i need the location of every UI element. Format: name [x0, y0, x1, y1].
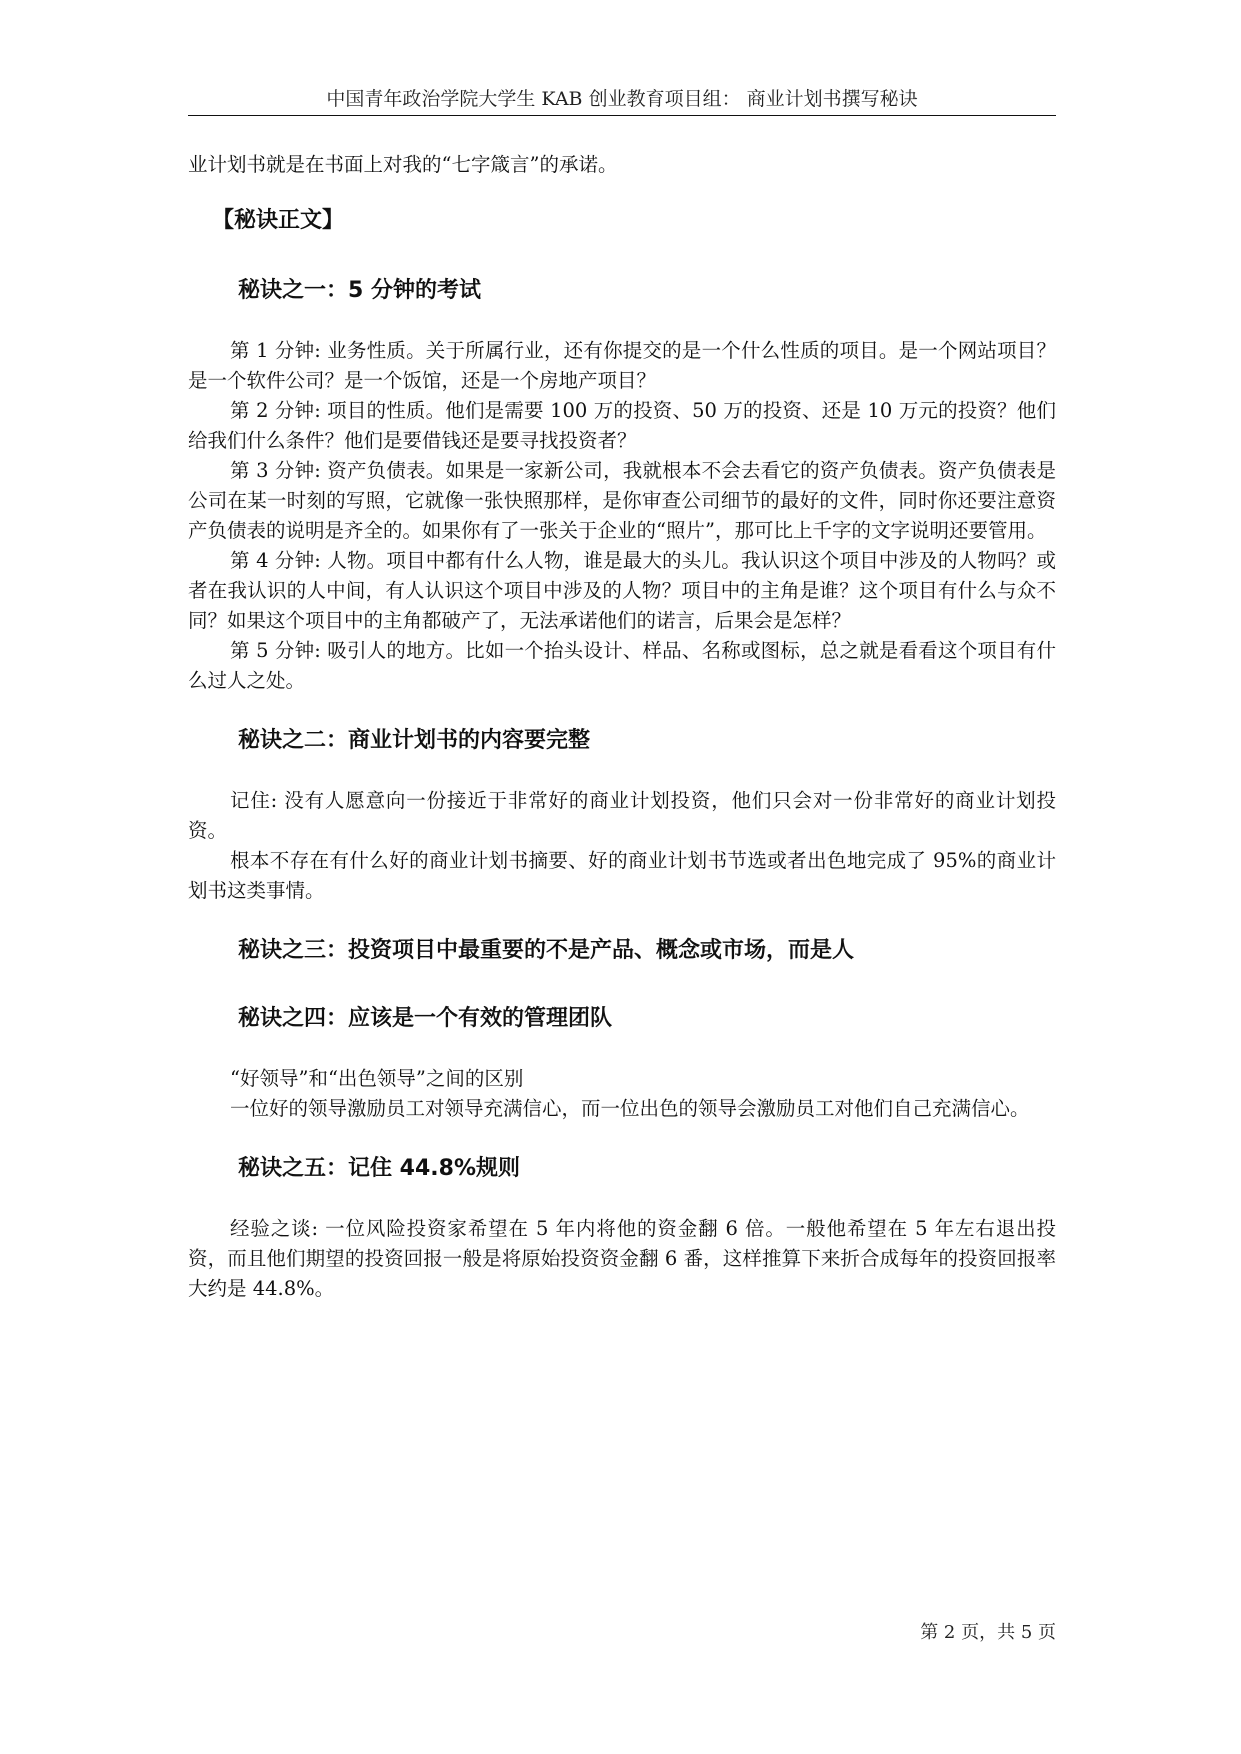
- secret-1-minute-2: 第 2 分钟: 项目的性质。他们是需要 100 万的投资、50 万的投资、还是 10 万元的投资？他们给我们什么条件？他们是要借钱还是要寻找投资者？: [188, 399, 1056, 452]
- secret-4-paragraph-2: 一位好的领导激励员工对领导充满信心，而一位出色的领导会激励员工对他们自己充满信心。: [230, 1097, 1030, 1120]
- secret-2-paragraph-1: 记住: 没有人愿意向一份接近于非常好的商业计划投资，他们只会对一份非常好的商业计划投资。: [188, 789, 1056, 842]
- secret-4-paragraph-1: “好领导”和“出色领导”之间的区别: [230, 1067, 524, 1090]
- secret-5-paragraph-1: 经验之谈: 一位风险投资家希望在 5 年内将他的资金翻 6 倍。一般他希望在 5 年左右退出投资，而且他们期望的投资回报一般是将原始投资资金翻 6 番，这样推算下来折合成每年的投资回报率大约是 44.8%。: [188, 1217, 1056, 1300]
- header-divider: [188, 115, 1056, 116]
- page-number: 第 2 页，共 5 页: [920, 1622, 1056, 1643]
- secret-1-minute-3: 第 3 分钟: 资产负债表。如果是一家新公司，我就根本不会去看它的资产负债表。资产负债表是公司在某一时刻的写照，它就像一张快照那样，是你审查公司细节的最好的文件，同时你还要注意资产负债表的说明是齐全的。如果你有了一张关于企业的“照片”，那可比上千字的文字说明还要管用。: [188, 459, 1056, 542]
- secret-2-paragraph-2: 根本不存在有什么好的商业计划书摘要、好的商业计划书节选或者出色地完成了 95%的商业计划书这类事情。: [188, 849, 1056, 902]
- secret-2-title: 秘诀之二：商业计划书的内容要完整: [238, 728, 591, 753]
- secret-1-title: 秘诀之一：5 分钟的考试: [238, 278, 481, 303]
- page-body: [188, 150, 1056, 1304]
- intro-continuation: 业计划书就是在书面上对我的“七字箴言”的承诺。: [188, 153, 618, 176]
- secret-1-minute-5: 第 5 分钟: 吸引人的地方。比如一个抬头设计、样品、名称或图标，总之就是看看这个项目有什么过人之处。: [188, 639, 1056, 692]
- secret-1-minute-4: 第 4 分钟: 人物。项目中都有什么人物，谁是最大的头儿。我认识这个项目中涉及的人物吗？或者在我认识的人中间，有人认识这个项目中涉及的人物？项目中的主角是谁？这个项目有什么与众不同？如果这个项目中的主角都破产了，无法承诺他们的诺言，后果会是怎样？: [188, 549, 1056, 632]
- secret-3-title: 秘诀之三：投资项目中最重要的不是产品、概念或市场，而是人: [238, 938, 855, 963]
- secret-5-title: 秘诀之五：记住 44.8%规则: [238, 1156, 520, 1181]
- secret-4-title: 秘诀之四：应该是一个有效的管理团队: [238, 1006, 613, 1031]
- main-heading: 【秘诀正文】: [212, 208, 345, 233]
- secret-1-minute-1: 第 1 分钟: 业务性质。关于所属行业，还有你提交的是一个什么性质的项目。是一个网站项目？是一个软件公司？是一个饭馆，还是一个房地产项目？: [188, 339, 1056, 392]
- page-header: 中国青年政治学院大学生 KAB 创业教育项目组： 商业计划书撰写秘诀: [326, 88, 918, 110]
